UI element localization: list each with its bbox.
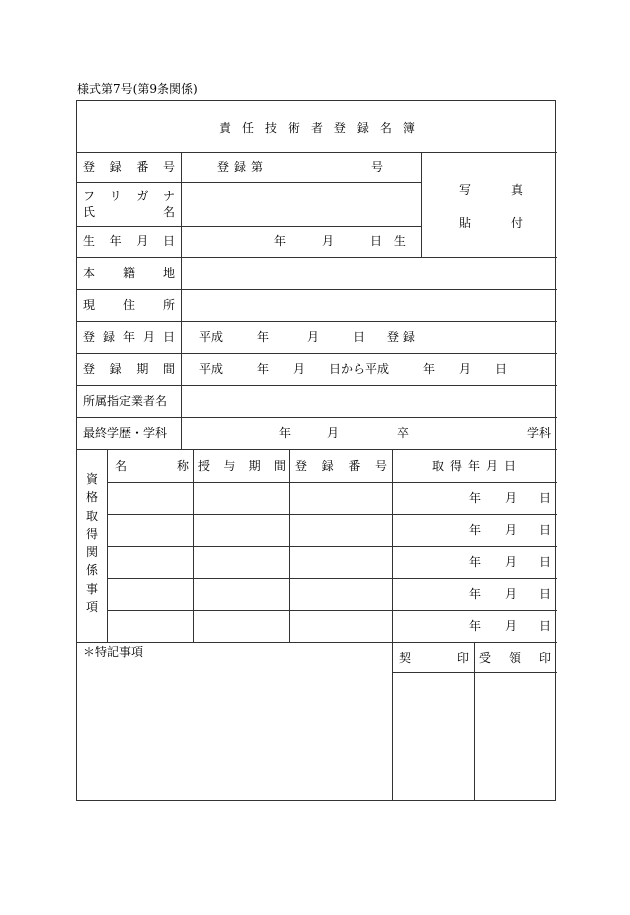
- row-divider: [77, 226, 421, 227]
- reg-number-prefix: 登 録 第: [217, 160, 263, 174]
- qual-date-year: 年: [469, 523, 482, 537]
- reg-period-year: 年: [257, 362, 270, 376]
- row-divider: [77, 182, 421, 183]
- qual-header-grantor: 授 与 期 間: [198, 459, 286, 473]
- reg-period-month: 月: [293, 362, 306, 376]
- photo-text: 真: [511, 183, 524, 197]
- receipt-stamp-label: 受 領 印: [479, 651, 551, 665]
- reg-date-label: 登 録 年 月 日: [83, 330, 175, 344]
- qual-row-divider: [107, 546, 557, 547]
- stamp-column-divider: [474, 642, 475, 801]
- qual-column-divider: [107, 449, 108, 642]
- qual-date-day: 日: [539, 587, 552, 601]
- education-month: 月: [327, 426, 340, 440]
- qual-header-acquired: 取 得 年 月 日: [432, 459, 516, 473]
- label-column-divider: [181, 152, 182, 449]
- qual-column-divider: [289, 449, 290, 642]
- qual-row-divider: [107, 578, 557, 579]
- qual-row-divider: [107, 482, 557, 483]
- qual-date-month: 月: [505, 587, 518, 601]
- row-divider: [77, 257, 557, 258]
- reg-period-year2: 年: [423, 362, 436, 376]
- qual-date-year: 年: [469, 555, 482, 569]
- qualification-section-label: 資 格 取 得 関 係 事 項: [85, 472, 98, 615]
- contract-stamp-label: 印: [457, 651, 470, 665]
- qual-date-year: 年: [469, 619, 482, 633]
- birth-year: 年: [274, 234, 287, 248]
- reg-period-label: 登 録 期 間: [83, 362, 175, 376]
- form-number-label: 様式第7号(第9条関係): [77, 82, 198, 96]
- reg-period-era: 平成: [199, 362, 224, 376]
- education-year: 年: [279, 426, 292, 440]
- reg-period-day2: 日: [495, 362, 508, 376]
- reg-period-from: 日から平成: [329, 362, 390, 376]
- form-title: 責 任 技 術 者 登 録 名 簿: [219, 121, 415, 135]
- birth-month: 月: [322, 234, 335, 248]
- qual-date-day: 日: [539, 555, 552, 569]
- reg-date-day: 日: [353, 330, 366, 344]
- qual-date-month: 月: [505, 523, 518, 537]
- furigana-label: フ リ ガ ナ: [83, 189, 175, 203]
- education-label: 最終学歴・学科: [83, 426, 168, 440]
- qual-date-month: 月: [505, 619, 518, 633]
- qual-header-name: 名: [115, 459, 128, 473]
- birth-day: 日 生: [370, 234, 410, 248]
- honseki-label: 本 籍 地: [83, 266, 175, 280]
- qual-row-divider: [107, 610, 557, 611]
- address-label: 現 住 所: [83, 298, 175, 312]
- qual-row-divider: [107, 514, 557, 515]
- qual-column-divider: [392, 449, 393, 801]
- photo-box-divider: [421, 152, 422, 257]
- row-divider: [77, 289, 557, 290]
- education-grad: 卒: [397, 426, 410, 440]
- qual-date-year: 年: [469, 587, 482, 601]
- row-divider: [77, 353, 557, 354]
- reg-date-era: 平成: [199, 330, 224, 344]
- reg-date-month: 月: [307, 330, 320, 344]
- qual-date-month: 月: [505, 491, 518, 505]
- qual-date-year: 年: [469, 491, 482, 505]
- reg-number-label: 登 録 番 号: [83, 160, 175, 174]
- row-divider: [77, 321, 557, 322]
- reg-number-suffix: 号: [371, 160, 384, 174]
- reg-period-month2: 月: [459, 362, 472, 376]
- section-divider: [77, 642, 557, 643]
- photo-text: 貼: [459, 216, 472, 230]
- qual-column-divider: [193, 449, 194, 642]
- qual-header-reg-no: 登 録 番 号: [295, 459, 387, 473]
- qual-date-day: 日: [539, 523, 552, 537]
- row-divider: [77, 152, 557, 153]
- section-divider: [77, 449, 557, 450]
- contract-stamp-label: 契: [399, 651, 412, 665]
- name-label: 氏 名: [83, 205, 175, 219]
- photo-text: 付: [511, 216, 524, 230]
- registry-form: [76, 100, 556, 801]
- reg-date-suffix: 登 録: [387, 330, 415, 344]
- company-label: 所属指定業者名: [83, 394, 168, 408]
- notes-label: ＊特記事項: [83, 645, 144, 659]
- reg-date-year: 年: [257, 330, 270, 344]
- qual-date-month: 月: [505, 555, 518, 569]
- education-dept: 学科: [527, 426, 552, 440]
- qual-date-day: 日: [539, 491, 552, 505]
- row-divider: [77, 417, 557, 418]
- birthdate-label: 生 年 月 日: [83, 234, 175, 248]
- row-divider: [77, 385, 557, 386]
- qual-date-day: 日: [539, 619, 552, 633]
- photo-text: 写: [459, 183, 472, 197]
- qual-header-name: 称: [177, 459, 190, 473]
